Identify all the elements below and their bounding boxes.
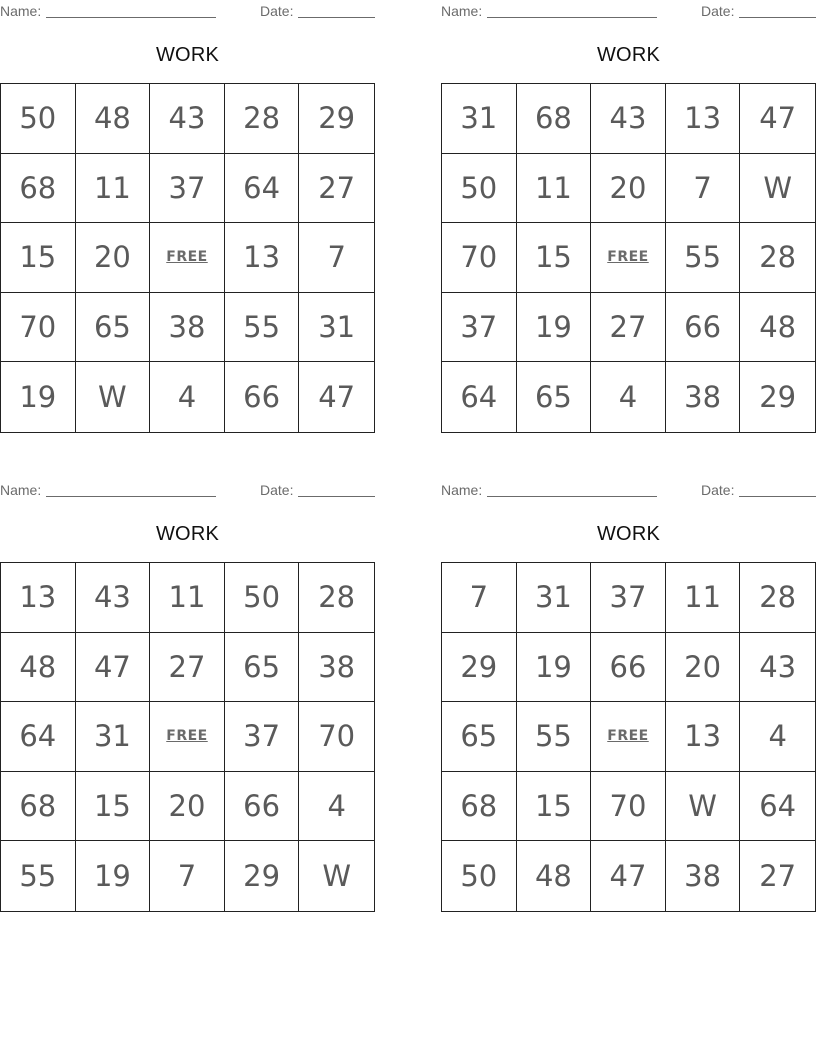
bingo-grid: [0, 562, 375, 912]
bingo-cell: 37: [442, 293, 517, 363]
bingo-cell: 70: [1, 293, 76, 363]
bingo-cell: 48: [1, 633, 76, 703]
bingo-cell: 27: [591, 293, 666, 363]
bingo-cell: 65: [442, 702, 517, 772]
bingo-cell: 70: [442, 223, 517, 293]
card-header: [0, 481, 375, 499]
bingo-cell: 37: [150, 154, 225, 224]
date-blank-line: [739, 17, 816, 18]
bingo-cell: W: [666, 772, 741, 842]
bingo-cell: 31: [299, 293, 374, 363]
bingo-cell: 11: [150, 563, 225, 633]
free-space-cell: FREE: [591, 223, 666, 293]
bingo-cell: 38: [666, 362, 741, 432]
bingo-cell: 20: [666, 633, 741, 703]
bingo-cell: 4: [740, 702, 815, 772]
bingo-cell: 15: [517, 772, 592, 842]
bingo-cell: 43: [591, 84, 666, 154]
bingo-cell: 68: [517, 84, 592, 154]
bingo-cell: 27: [299, 154, 374, 224]
name-label: Name:: [0, 3, 42, 19]
bingo-cell: 50: [1, 84, 76, 154]
name-label: Name:: [441, 482, 483, 498]
card-header: [441, 481, 816, 499]
bingo-cell: 19: [517, 633, 592, 703]
bingo-cell: 50: [442, 841, 517, 911]
bingo-cell: 50: [225, 563, 300, 633]
bingo-cell: 20: [150, 772, 225, 842]
bingo-cell: 55: [1, 841, 76, 911]
bingo-cell: 27: [150, 633, 225, 703]
bingo-cell: 47: [318, 380, 356, 415]
bingo-cell: 43: [150, 84, 225, 154]
bingo-cell: 20: [591, 154, 666, 224]
date-blank-line: [739, 496, 816, 497]
bingo-cell: 19: [517, 293, 592, 363]
bingo-cell: 28: [740, 223, 815, 293]
date-label: Date:: [701, 3, 735, 19]
card-header: [441, 2, 816, 20]
bingo-cell: 50: [442, 154, 517, 224]
name-blank-line: [487, 17, 657, 18]
date-blank-line: [298, 496, 375, 497]
bingo-cell: 15: [1, 223, 76, 293]
free-space-cell: FREE: [150, 702, 225, 772]
bingo-cell: 65: [517, 362, 592, 432]
bingo-cell: 13: [1, 563, 76, 633]
bingo-cell: 37: [591, 563, 666, 633]
card-title: WORK: [155, 523, 220, 545]
card-title: WORK: [155, 44, 220, 66]
bingo-cell: 47: [591, 841, 666, 911]
bingo-card-1: [0, 0, 375, 440]
bingo-cell: 66: [225, 772, 300, 842]
bingo-cell: 19: [76, 841, 151, 911]
bingo-cell: W: [740, 154, 815, 224]
bingo-cell: 55: [666, 223, 741, 293]
date-label: Date:: [701, 482, 735, 498]
date-blank-line: [298, 17, 375, 18]
bingo-cell: 11: [666, 563, 741, 633]
free-space-cell: FREE: [591, 702, 666, 772]
date-label: Date:: [260, 3, 294, 19]
bingo-cell: 55: [517, 702, 592, 772]
bingo-cell: 20: [76, 223, 151, 293]
bingo-cell: W: [76, 362, 151, 432]
bingo-cell: 7: [299, 223, 374, 293]
bingo-cell: 29: [759, 380, 797, 415]
bingo-cell: 28: [740, 563, 815, 633]
bingo-cell: 68: [1, 154, 76, 224]
bingo-grid: [441, 83, 816, 433]
bingo-cell: 19: [1, 362, 76, 432]
bingo-card-4: [441, 479, 816, 919]
bingo-cell: 47: [76, 633, 151, 703]
bingo-cell: 43: [740, 633, 815, 703]
bingo-cell: 27: [759, 859, 797, 894]
bingo-cell: 68: [442, 772, 517, 842]
bingo-cell: 64: [442, 362, 517, 432]
bingo-cell: W: [322, 859, 352, 894]
name-label: Name:: [441, 3, 483, 19]
bingo-cell: 70: [299, 702, 374, 772]
bingo-cell: 70: [591, 772, 666, 842]
bingo-cell: 29: [225, 841, 300, 911]
bingo-cell: 4: [299, 772, 374, 842]
bingo-cell: 13: [666, 702, 741, 772]
card-header: [0, 2, 375, 20]
bingo-cell: 65: [76, 293, 151, 363]
bingo-cell: 13: [225, 223, 300, 293]
bingo-cell: 37: [225, 702, 300, 772]
bingo-cell: 66: [666, 293, 741, 363]
bingo-card-3: [0, 479, 375, 919]
bingo-cell: 65: [225, 633, 300, 703]
bingo-cell: 48: [740, 293, 815, 363]
bingo-cell: 38: [150, 293, 225, 363]
bingo-cell: 13: [666, 84, 741, 154]
bingo-cell: 38: [299, 633, 374, 703]
bingo-card-2: [441, 0, 816, 440]
bingo-cell: 48: [76, 84, 151, 154]
bingo-cell: 31: [517, 563, 592, 633]
bingo-cell: 15: [76, 772, 151, 842]
bingo-cell: 64: [225, 154, 300, 224]
free-space-cell: FREE: [150, 223, 225, 293]
bingo-cell: 31: [442, 84, 517, 154]
bingo-cell: 4: [591, 362, 666, 432]
name-blank-line: [487, 496, 657, 497]
name-blank-line: [46, 496, 216, 497]
bingo-cell: 64: [740, 772, 815, 842]
bingo-cell: 48: [517, 841, 592, 911]
card-title: WORK: [596, 523, 661, 545]
name-blank-line: [46, 17, 216, 18]
bingo-cell: 28: [299, 563, 374, 633]
bingo-cell: 11: [76, 154, 151, 224]
bingo-cell: 31: [76, 702, 151, 772]
bingo-cell: 68: [1, 772, 76, 842]
bingo-cell: 11: [517, 154, 592, 224]
bingo-cell: 7: [150, 841, 225, 911]
bingo-grid: [441, 562, 816, 912]
bingo-cell: 7: [442, 563, 517, 633]
bingo-cell: 15: [517, 223, 592, 293]
bingo-cell: 43: [76, 563, 151, 633]
bingo-cell: 4: [150, 362, 225, 432]
bingo-cell: 38: [666, 841, 741, 911]
card-title: WORK: [596, 44, 661, 66]
bingo-cell: 64: [1, 702, 76, 772]
bingo-cell: 47: [740, 84, 815, 154]
bingo-cell: 66: [591, 633, 666, 703]
bingo-grid: [0, 83, 375, 433]
bingo-cell: 7: [666, 154, 741, 224]
bingo-cell: 28: [225, 84, 300, 154]
date-label: Date:: [260, 482, 294, 498]
name-label: Name:: [0, 482, 42, 498]
bingo-cell: 29: [442, 633, 517, 703]
bingo-cell: 55: [225, 293, 300, 363]
bingo-cell: 29: [299, 84, 374, 154]
bingo-cell: 66: [225, 362, 300, 432]
